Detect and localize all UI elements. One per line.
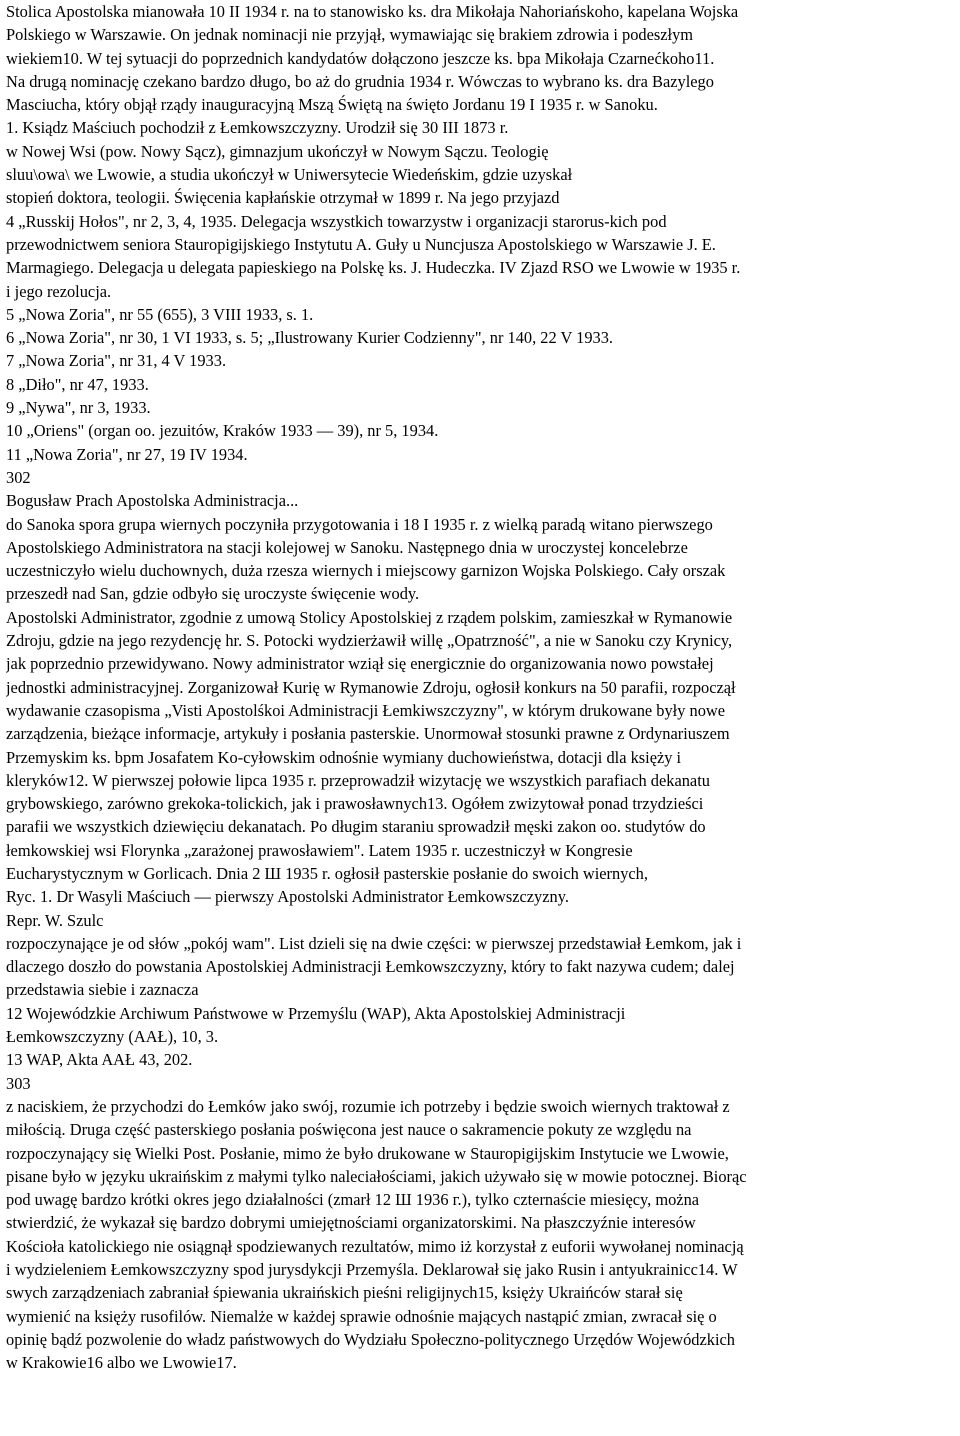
text-line: Zdroju, gdzie na jego rezydencję hr. S. Potocki wydzierżawił willę „Opatrzność", a nie w Sanoku czy Krynicy, [6, 631, 733, 651]
text-line: 303 [6, 1073, 31, 1093]
text-line: rozpoczynający się Wielki Post. Posłanie, mimo że było drukowane w Stauropigijskim Instytucie we Lwowie, [6, 1143, 729, 1163]
text-line: Ryc. 1. Dr Wasyli Maściuch — pierwszy Apostolski Administrator Łemkowszczyzny. [6, 887, 569, 907]
text-line: 5 „Nowa Zoria", nr 55 (655), 3 VIII 1933, s. 1. [6, 304, 314, 324]
text-line: jednostki administracyjnej. Zorganizował Kurię w Rymanowie Zdroju, ogłosił konkurs na 50 parafii, rozpoczął [6, 677, 736, 697]
text-line: wymienić na księży rusofilów. Niemalże w każdej sprawie odnośnie mających nastąpić zmian, zwracał się o [6, 1306, 717, 1326]
text-line: dlaczego doszło do powstania Apostolskiej Administracji Łemkowszczyzny, który to fakt nazywa cudem; dalej [6, 957, 735, 977]
text-line: 12 Wojewódzkie Archiwum Państwowe w Przemyślu (WAP), Akta Apostolskiej Administracji [6, 1003, 626, 1023]
text-line: Kościoła katolickiego nie osiągnął spodziewanych rezultatów, mimo iż korzystał z euforii wywołanej nominacją [6, 1236, 744, 1256]
text-line: 10 „Oriens" (organ oo. jezuitów, Kraków 1933 — 39), nr 5, 1934. [6, 421, 439, 441]
text-line: i wydzieleniem Łemkowszczyzny spod jurysdykcji Przemyśla. Deklarował się jako Rusin i antyukrainicc14. W [6, 1260, 738, 1280]
text-line: 9 „Nywa", nr 3, 1933. [6, 398, 151, 418]
text-line: przedstawia siebie i zaznacza [6, 980, 199, 1000]
text-line: Łemkowszczyzny (AAŁ), 10, 3. [6, 1027, 219, 1047]
text-line: pisane było w języku ukraińskim z małymi tylko naleciałościami, jakich używało się w mowie potocznej. Biorąc [6, 1166, 747, 1186]
document-text [6, 0, 956, 1375]
text-line: 1. Ksiądz Maściuch pochodził z Łemkowszczyzny. Urodził się 30 III 1873 r. [6, 118, 509, 138]
text-line: przeszedł nad San, gdzie odbyło się uroczyste święcenie wody. [6, 584, 420, 604]
text-line: 7 „Nowa Zoria", nr 31, 4 V 1933. [6, 351, 227, 371]
text-line: 302 [6, 467, 31, 487]
text-line: z naciskiem, że przychodzi do Łemków jako swój, rozumie ich potrzeby i będzie swoich wiernych traktował z [6, 1096, 730, 1116]
text-line: uczestniczyło wielu duchownych, duża rzesza wiernych i miejscowy garnizon Wojska Polskiego. Cały orszak [6, 561, 726, 581]
text-line: w Nowej Wsi (pow. Nowy Sącz), gimnazjum ukończył w Nowym Sączu. Teologię [6, 141, 549, 161]
text-line: łemkowskiej wsi Florynka „zarażonej prawosławiem". Latem 1935 r. uczestniczył w Kongresie [6, 840, 633, 860]
text-line: 13 WAP, Akta AAŁ 43, 202. [6, 1050, 193, 1070]
text-line: jak poprzednio przewidywano. Nowy administrator wziął się energicznie do organizowania nowo powstałej [6, 654, 714, 674]
text-line: Masciucha, który objął rządy inauguracyjną Mszą Świętą na święto Jordanu 19 I 1935 r. w Sanoku. [6, 95, 658, 115]
text-line: 6 „Nowa Zoria", nr 30, 1 VI 1933, s. 5; „Ilustrowany Kurier Codzienny", nr 140, 22 V 1933. [6, 328, 613, 348]
text-line: grybowskiego, zarówno grekoka-tolickich, jak i prawosławnych13. Ogółem zwizytował ponad trzydzieści [6, 794, 704, 814]
text-line: Apostolskiego Administratora na stacji kolejowej w Sanoku. Następnego dnia w uroczystej koncelebrze [6, 537, 688, 557]
text-line: Na drugą nominację czekano bardzo długo, bo aż do grudnia 1934 r. Wówczas to wybrano ks. dra Bazylego [6, 71, 714, 91]
text-line: 4 „Russkij Hołos", nr 2, 3, 4, 1935. Delegacja wszystkich towarzystw i organizacji starorus-kich pod [6, 211, 667, 231]
text-line: 8 „Diło", nr 47, 1933. [6, 374, 149, 394]
text-line: w Krakowie16 albo we Lwowie17. [6, 1353, 237, 1373]
text-line: stwierdzić, że wykazał się bardzo dobrymi umiejętnościami organizatorskimi. Na płaszczyźnie interesów [6, 1213, 696, 1233]
text-line: parafii we wszystkich dziewięciu dekanatach. Po długim staraniu sprowadził męski zakon oo. studytów do [6, 817, 706, 837]
text-line: wydawanie czasopisma „Visti Apostolśkoi Administracji Łemkiwszczyzny", w którym drukowane były nowe [6, 700, 726, 720]
text-line: do Sanoka spora grupa wiernych poczyniła przygotowania i 18 I 1935 r. z wielką paradą witano pierwszego [6, 514, 713, 534]
text-line: miłością. Druga część pasterskiego posłania poświęcona jest nauce o sakramencie pokuty ze względu na [6, 1120, 692, 1140]
text-line: rozpoczynające je od słów „pokój wam". List dzieli się na dwie części: w pierwszej przedstawiał Łemkom, jak i [6, 933, 742, 953]
text-line: Polskiego w Warszawie. On jednak nominacji nie przyjął, wymawiając się brakiem zdrowia i podeszłym [6, 25, 694, 45]
text-line: i jego rezolucja. [6, 281, 112, 301]
text-line: Eucharystycznym w Gorlicach. Dnia 2 Ш 1935 r. ogłosił pasterskie posłanie do swoich wiernych, [6, 863, 648, 883]
text-line: Bogusław Prach Apostolska Administracja... [6, 491, 299, 511]
text-line: swych zarządzeniach zabraniał śpiewania ukraińskich pieśni religijnych15, księży Ukraińców starał się [6, 1283, 683, 1303]
text-line: Apostolski Administrator, zgodnie z umową Stolicy Apostolskiej z rządem polskim, zamieszkał w Rymanowie [6, 607, 733, 627]
text-line: opinię bądź pozwolenie do władz państwowych do Wydziału Społeczno-politycznego Urzędów Wojewódzkich [6, 1329, 735, 1349]
text-line: Marmagiego. Delegacja u delegata papieskiego na Polskę ks. J. Hudeczka. IV Zjazd RSO we Lwowie w 1935 r. [6, 258, 741, 278]
text-line: 11 „Nowa Zoria", nr 27, 19 IV 1934. [6, 444, 248, 464]
text-line: sluu\owa\ we Lwowie, a studia ukończył w Uniwersytecie Wiedeńskim, gdzie uzyskał [6, 165, 573, 185]
text-line: pod uwagę bardzo krótki okres jego działalności (zmarł 12 Ш 1936 г.), tylko czternaście miesięcy, można [6, 1190, 700, 1210]
text-line: kleryków12. W pierwszej połowie lipca 1935 r. przeprowadził wizytację we wszystkich parafiach dekanatu [6, 770, 710, 790]
text-line: przewodnictwem seniora Stauropigijskiego Instytutu A. Guły u Nuncjusza Apostolskiego w Warszawie J. E. [6, 234, 716, 254]
text-line: Stolica Apostolska mianowała 10 II 1934 r. na to stanowisko ks. dra Mikołaja Nahoriańskoho, kapelana Wojska [6, 2, 739, 21]
text-line: stopień doktora, teologii. Święcenia kapłańskie otrzymał w 1899 r. Na jego przyjazd [6, 188, 560, 208]
text-line: wiekiem10. W tej sytuacji do poprzednich kandydatów dołączono jeszcze ks. bpa Mikołaja Czarnećkoho11. [6, 48, 715, 68]
text-line: Przemyskim ks. bpm Josafatem Ko-cyłowskim odnośnie wymiany duchowieństwa, dotacji dla księży i [6, 747, 682, 767]
text-line: zarządzenia, bieżące informacje, artykuły i posłania pasterskie. Unormował stosunki prawne z Ordynariuszem [6, 724, 730, 744]
text-line: Repr. W. Szulc [6, 910, 104, 930]
